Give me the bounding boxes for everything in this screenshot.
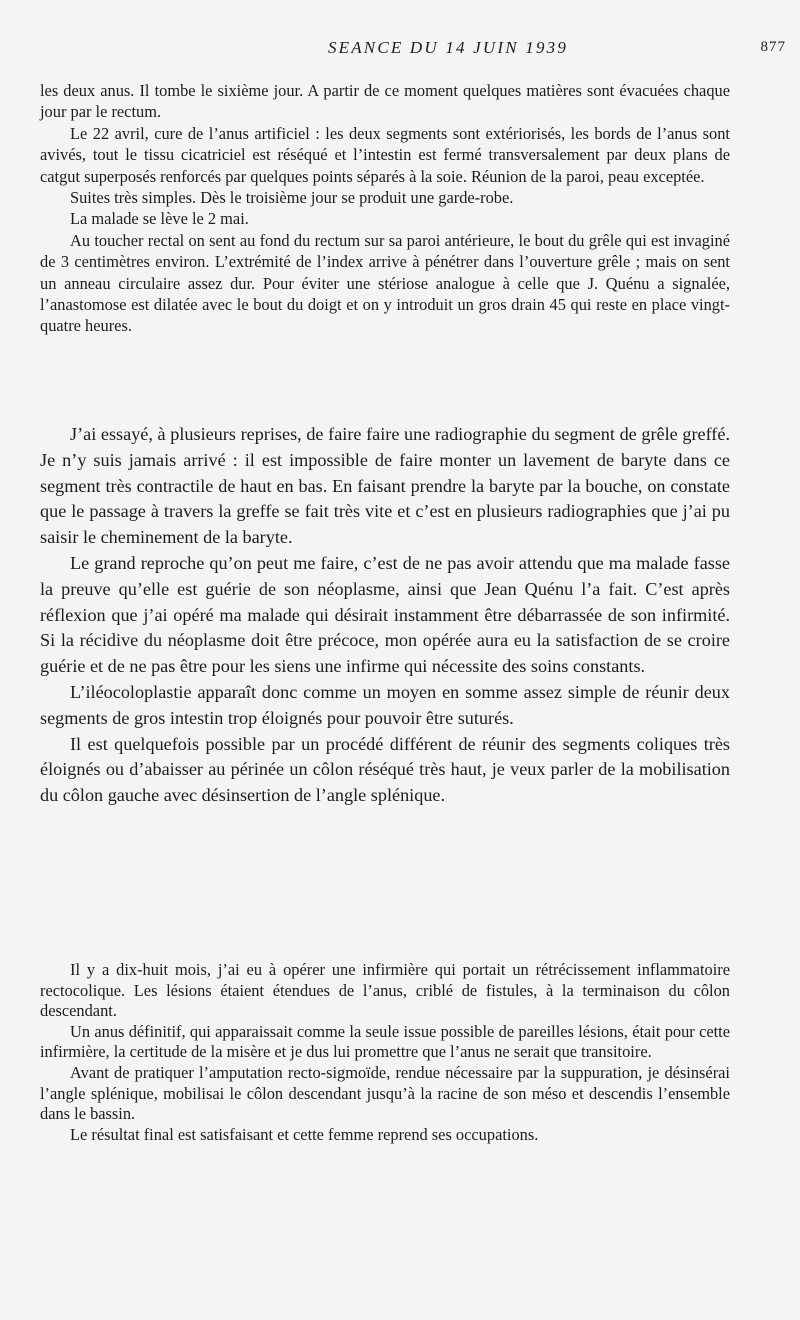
running-head-title: SEANCE DU 14 JUIN 1939 (327, 38, 569, 57)
running-head (40, 38, 786, 62)
second-case-section (40, 960, 730, 1145)
paragraph: J’ai essayé, à plusieurs reprises, de faire faire une radiographie du segment de grêle greffé. Je n’y suis jamais arrivé : il est impossible de faire monter un lavement de baryte dans ce segment très contractile de haut en bas. En faisant prendre la baryte par la bouche, on constate que le passage à travers la greffe se fait très vite et c’est en plusieurs radiographies que j’ai pu saisir le cheminement de la baryte. (40, 424, 730, 548)
case-report-section (40, 80, 730, 337)
paragraph: Il y a dix-huit mois, j’ai eu à opérer une infirmière qui portait un rétrécissement inflammatoire rectocolique. Les lésions étaient étendues de l’anus, criblé de fistules, à la terminaison du côlon descendant. (40, 960, 730, 1021)
paragraph: Le grand reproche qu’on peut me faire, c’est de ne pas avoir attendu que ma malade fasse la preuve qu’elle est guérie de son néoplasme, ainsi que Jean Quénu l’a fait. C’est après réflexion que j’ai opéré ma malade qui désirait instamment être débarrassée de son infirmité. Si la récidive du néoplasme doit être précoce, mon opérée aura eu la satisfaction de se croire guérie et de ne pas être pour les siens une infirme qui nécessite des soins constants. (40, 552, 730, 677)
paragraph: Le 22 avril, cure de l’anus artificiel : les deux segments sont extériorisés, les bords de l’anus sont avivés, tout le tissu cicatriciel est réséqué et l’intestin est fermé transversalement par deux plans de catgut superposés renforcés par quelques points séparés à la soie. Réunion de la paroi, peau exceptée. (40, 123, 730, 186)
paragraph: La malade se lève le 2 mai. (70, 209, 249, 229)
paragraph: Au toucher rectal on sent au fond du rectum sur sa paroi antérieure, le bout du grêle qui est invaginé de 3 centimètres environ. L’extrémité de l’index arrive à pénétrer dans l’ouverture grêle ; mais on sent un anneau circulaire assez dur. Pour éviter une stériose analogue à celle que J. Quénu a signalée, l’anastomose est dilatée avec le bout du doigt et on y introduit un gros drain 45 qui reste en place vingt-quatre heures. (40, 230, 730, 336)
page-number: 877 (760, 39, 786, 55)
paragraph: Il est quelquefois possible par un procédé différent de réunir des segments coliques très éloignés ou d’abaisser au périnée un côlon réséqué très haut, je veux parler de la mobilisation du côlon gauche avec désinsertion de l’angle splénique. (40, 733, 730, 806)
paragraph: Avant de pratiquer l’amputation recto-sigmoïde, rendue nécessaire par la suppuration, je désinsérai l’angle splénique, mobilisai le côlon descendant jusqu’à la racine de son méso et descendis l’ensemble dans le bassin. (40, 1062, 730, 1124)
discussion-section (40, 422, 730, 809)
paragraph: L’iléocoloplastie apparaît donc comme un moyen en somme assez simple de réunir deux segments de gros intestin trop éloignés pour pouvoir être suturés. (40, 681, 730, 728)
paragraph: Le résultat final est satisfaisant et cette femme reprend ses occupations. (70, 1124, 539, 1144)
paragraph: Un anus définitif, qui apparaissait comme la seule issue possible de pareilles lésions, était pour cette infirmière, la certitude de la misère et je dus lui promettre que l’anus ne serait que transitoire. (40, 1021, 730, 1062)
paragraph: Suites très simples. Dès le troisième jour se produit une garde-robe. (70, 188, 514, 208)
paragraph: les deux anus. Il tombe le sixième jour. A partir de ce moment quelques matières sont évacuées chaque jour par le rectum. (40, 81, 730, 122)
